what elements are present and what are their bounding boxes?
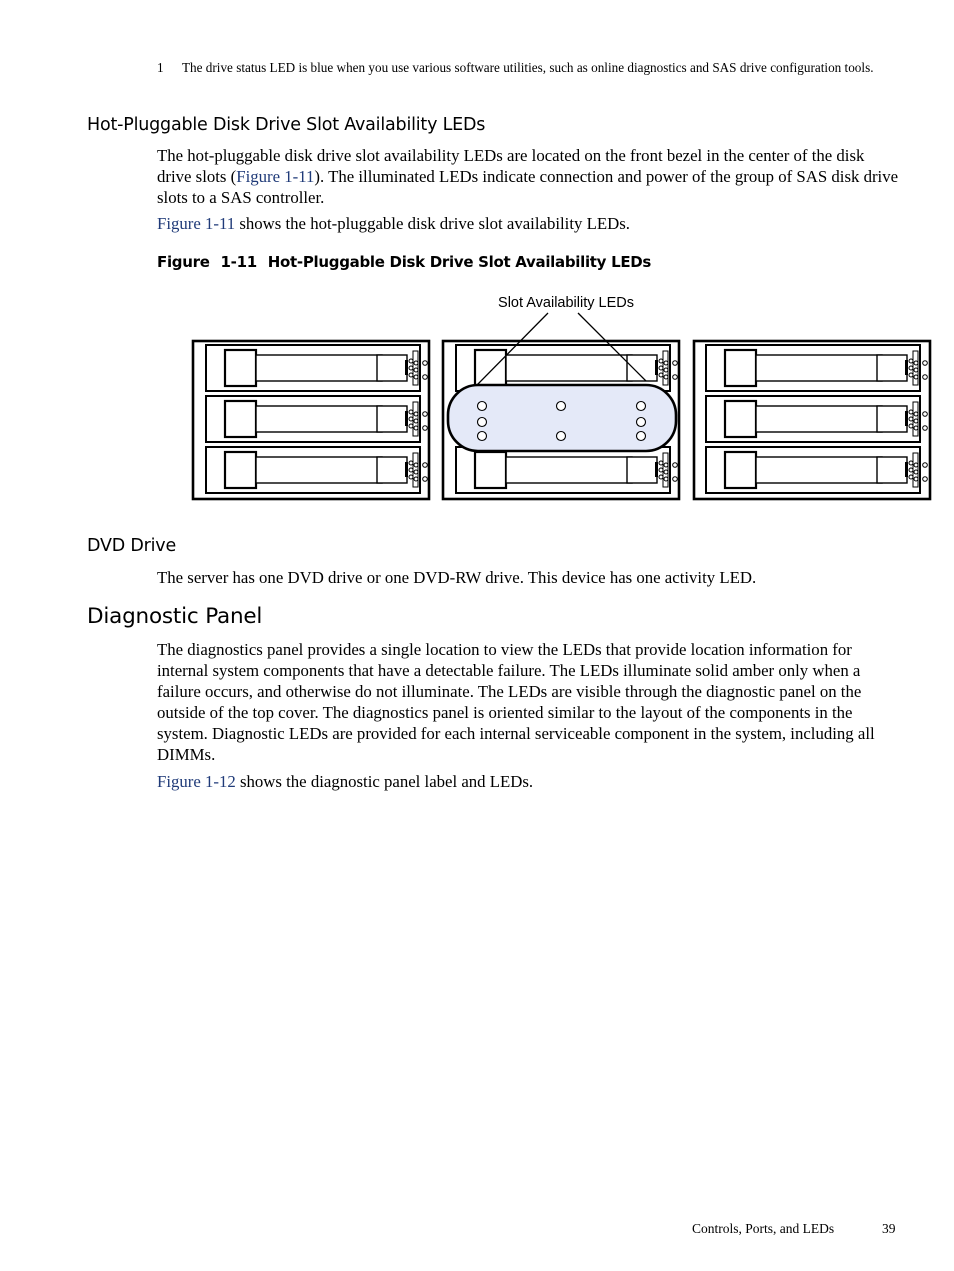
figure-1-11-link[interactable]: Figure 1-11 (157, 214, 236, 233)
paragraph-slot-leds-intro (157, 145, 902, 208)
footnote (157, 57, 897, 78)
figure-caption (157, 253, 651, 271)
section-heading-slot-leds: Hot-Pluggable Disk Drive Slot Availability LEDs (87, 115, 486, 135)
drive-bay-middle-2 (456, 447, 677, 493)
figure-1-11-link[interactable]: Figure 1-11 (236, 167, 315, 186)
drive-bay-left-2 (206, 396, 427, 442)
paragraph-slot-leds-figref (157, 213, 902, 234)
page-number: 39 (882, 1221, 896, 1236)
text-fragment: ). The illuminated LEDs indicate connection and power of the group of SAS disk drive slots to a SAS controller. (157, 167, 899, 207)
section-heading-dvd-drive: DVD Drive (87, 536, 177, 556)
drive-bay-left-3 (206, 447, 427, 493)
drive-bay-right-1 (706, 345, 927, 391)
paragraph-diagnostic-panel: The diagnostics panel provides a single location to view the LEDs that provide location information for internal system components that have a detectable failure. The LEDs illuminate solid amber only when a failure occurs, and otherwise do not illuminate. The LEDs are visible through the diagnostic panel on the outside of the top cover. The diagnostics panel is oriented similar to the layout of the components in the system. Diagnostic LEDs are provided for each internal serviceable component in the system, including all DIMMs. (157, 640, 875, 764)
footnote-text: The drive status LED is blue when you use various software utilities, such as online diagnostics and SAS drive configuration tools. (182, 60, 874, 75)
figure-caption-title: Hot-Pluggable Disk Drive Slot Availability LEDs (267, 253, 652, 271)
text-fragment: shows the hot-pluggable disk drive slot availability LEDs. (235, 214, 630, 233)
footnote-number: 1 (157, 60, 164, 75)
figure-caption-label: Figure (157, 253, 210, 271)
drive-bay-right-2 (706, 396, 927, 442)
drive-bay-right-3 (706, 447, 927, 493)
paragraph-dvd-drive: The server has one DVD drive or one DVD-RW drive. This device has one activity LED. (157, 568, 757, 587)
slot-availability-leds-label: Slot Availability LEDs (498, 295, 634, 311)
drive-bay-left-1 (206, 345, 427, 391)
left-drive-cage (193, 341, 429, 499)
section-heading-diagnostic-panel: Diagnostic Panel (87, 604, 263, 629)
text-fragment: shows the diagnostic panel label and LEDs. (235, 772, 534, 791)
figure-1-12-link[interactable]: Figure 1-12 (157, 772, 236, 791)
footer-section-title: Controls, Ports, and LEDs (692, 1221, 835, 1236)
drive-cage-figure (190, 285, 934, 510)
paragraph-diagnostic-panel-figref (157, 771, 902, 792)
text-fragment: The hot-pluggable disk drive slot availability LEDs are located on the front bezel in the center of the disk drive slots ( (157, 146, 865, 186)
right-drive-cage (694, 341, 930, 499)
middle-drive-cage (443, 313, 679, 499)
figure-caption-number: 1-11 (220, 253, 257, 271)
